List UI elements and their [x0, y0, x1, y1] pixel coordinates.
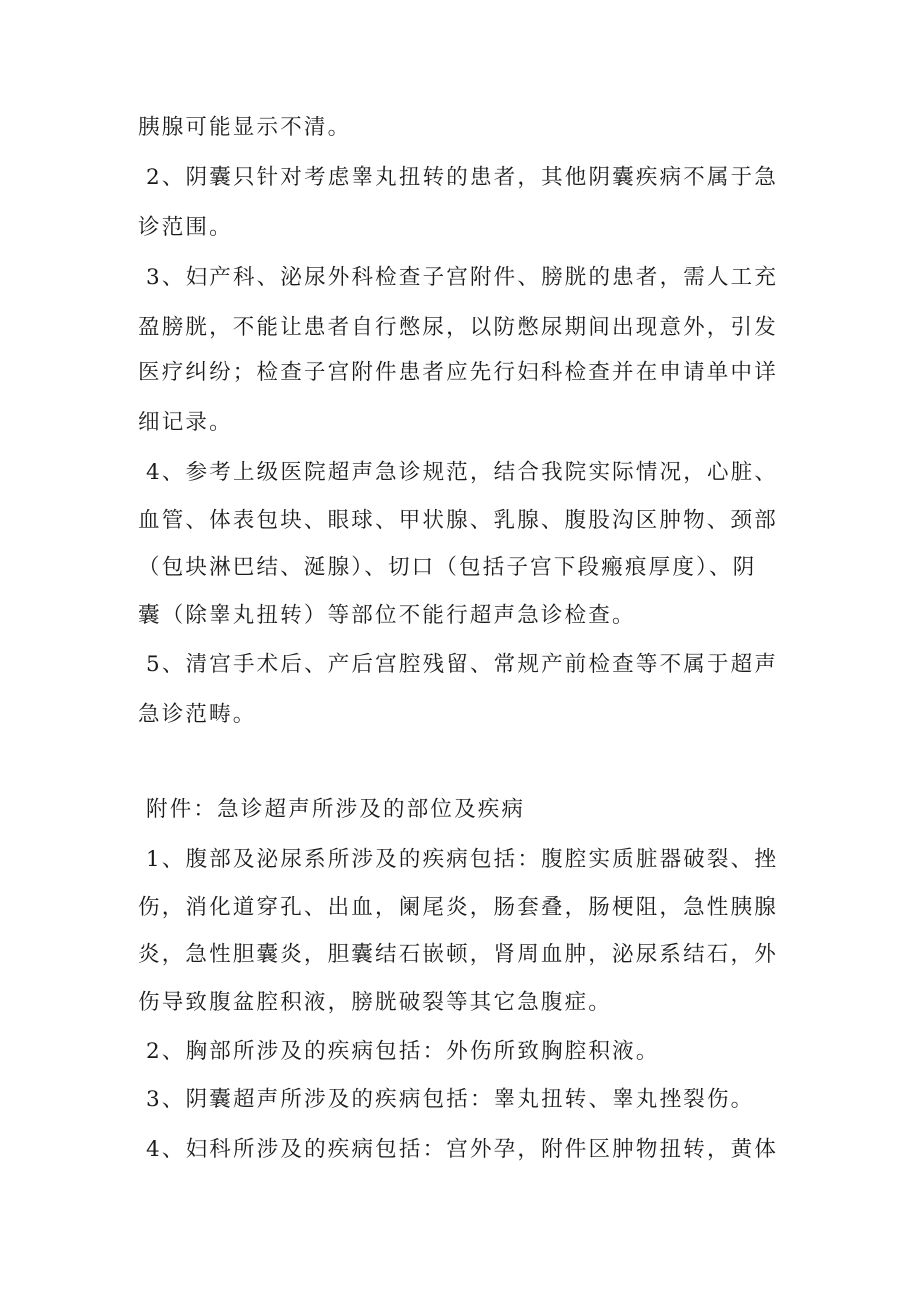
text-line: 2、阴囊只针对考虑睾丸扭转的患者，其他阴囊疾病不属于急: [146, 165, 779, 190]
text-line: 医疗纠纷；检查子宫附件患者应先行妇科检查并在申请单中详: [138, 360, 778, 385]
text-line: 1、腹部及泌尿系所涉及的疾病包括：腹腔实质脏器破裂、挫: [146, 847, 779, 872]
text-line: 胰腺可能显示不清。: [138, 115, 352, 140]
text-line: 4、参考上级医院超声急诊规范，结合我院实际情况，心脏、: [146, 460, 779, 485]
text-line: 细记录。: [138, 410, 233, 435]
text-line: 伤，消化道穿孔、出血，阑尾炎，肠套叠，肠梗阻，急性胰腺: [138, 895, 778, 920]
text-line: 诊范围。: [138, 215, 233, 240]
text-line: 囊（除睾丸扭转）等部位不能行超声急诊检查。: [138, 603, 636, 628]
text-line: 3、阴囊超声所涉及的疾病包括：睾丸扭转、睾丸挫裂伤。: [146, 1087, 755, 1112]
text-line: 炎，急性胆囊炎，胆囊结石嵌顿，肾周血肿，泌尿系结石，外: [138, 942, 778, 967]
text-line: （包块淋巴结、涎腺）、切口（包括子宫下段瘢痕厚度）、阴: [138, 555, 757, 580]
text-line: 急诊范畴。: [138, 702, 257, 727]
text-line: 2、胸部所涉及的疾病包括：外伤所致胸腔积液。: [146, 1039, 660, 1064]
text-line: 3、妇产科、泌尿外科检查子宫附件、膀胱的患者，需人工充: [146, 265, 779, 290]
text-line: 盈膀胱，不能让患者自行憋尿，以防憋尿期间出现意外，引发: [138, 315, 778, 340]
text-line: 伤导致腹盆腔积液，膀胱破裂等其它急腹症。: [138, 990, 613, 1015]
text-line: 血管、体表包块、眼球、甲状腺、乳腺、腹股沟区肿物、颈部: [138, 508, 778, 533]
appendix-title: 附件：急诊超声所涉及的部位及疾病: [146, 797, 526, 822]
text-line: 4、妇科所涉及的疾病包括：宫外孕，附件区肿物扭转，黄体: [146, 1137, 779, 1162]
text-line: 5、清宫手术后、产后宫腔残留、常规产前检查等不属于超声: [146, 652, 779, 677]
